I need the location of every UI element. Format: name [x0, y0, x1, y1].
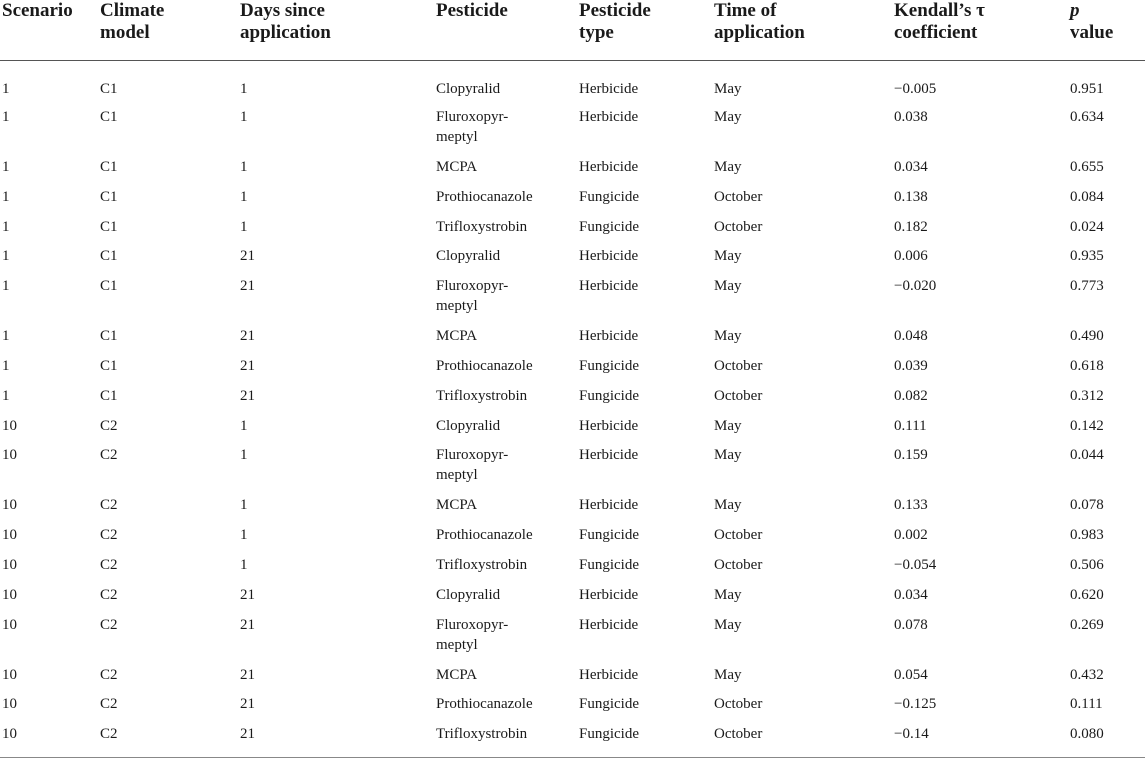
column-header-time-of-application: [712, 0, 892, 60]
column-header-line: Scenario: [2, 0, 73, 21]
days-cell: 21: [240, 616, 255, 633]
time-cell: May: [714, 417, 742, 434]
pesticide-type-cell: Herbicide: [579, 109, 639, 125]
table-row: [0, 386, 1145, 416]
p-value-cell: 0.490: [1070, 328, 1104, 345]
p-value-cell: 0.312: [1070, 387, 1104, 404]
p-value-cell: 0.634: [1070, 109, 1104, 125]
pesticide-cell: Trifloxystrobin: [436, 387, 528, 404]
table-row: [0, 60, 1145, 107]
days-cell: 21: [240, 278, 255, 295]
p-value-cell: 0.024: [1070, 218, 1104, 235]
pesticide-type-cell: Herbicide: [579, 616, 639, 633]
pesticide-type-cell: Fungicide: [579, 527, 639, 544]
time-cell: October: [714, 387, 763, 404]
days-cell: 21: [240, 726, 255, 743]
p-value-cell: 0.620: [1070, 586, 1104, 603]
table-row: [0, 107, 1145, 157]
time-cell: May: [714, 328, 742, 345]
time-cell: October: [714, 357, 763, 374]
climate-model-cell: C1: [100, 80, 118, 97]
column-header-line: application: [240, 22, 331, 43]
scenario-cell: 10: [2, 666, 17, 683]
tau-cell: 0.082: [894, 387, 928, 404]
table-row: [0, 326, 1145, 356]
pesticide-cell: Prothiocanazole: [436, 188, 533, 205]
climate-model-cell: C1: [100, 159, 118, 175]
pesticide-type-cell: Herbicide: [579, 417, 639, 434]
days-cell: 21: [240, 666, 255, 683]
table-row: [0, 217, 1145, 247]
pesticide-type-cell: Herbicide: [579, 159, 639, 175]
pesticide-cell: Clopyralid: [436, 248, 501, 265]
pesticide-type-cell: Herbicide: [579, 278, 639, 295]
scenario-cell: 10: [2, 586, 17, 603]
pesticide-type-cell: Herbicide: [579, 447, 639, 464]
tau-cell: −0.125: [894, 696, 937, 713]
bottom-rule: [0, 757, 1145, 758]
time-cell: October: [714, 556, 763, 573]
pesticide-cell: MCPA: [436, 666, 478, 683]
scenario-cell: 10: [2, 527, 17, 544]
days-cell: 1: [240, 527, 248, 544]
tau-cell: 0.133: [894, 497, 928, 514]
pesticide-type-cell: Herbicide: [579, 666, 639, 683]
pesticide-cell: Prothiocanazole: [436, 357, 533, 374]
time-cell: May: [714, 666, 742, 683]
p-value-cell: 0.618: [1070, 357, 1104, 374]
time-cell: May: [714, 278, 742, 295]
column-header-line: value: [1070, 22, 1114, 43]
column-header-pesticide-type: [577, 0, 712, 60]
p-value-cell: 0.506: [1070, 556, 1104, 573]
climate-model-cell: C2: [100, 726, 118, 743]
scenario-cell: 10: [2, 417, 17, 434]
days-cell: 21: [240, 328, 255, 345]
days-cell: 21: [240, 586, 255, 603]
pesticide-cell: Trifloxystrobin: [436, 726, 528, 743]
pesticide-type-cell: Herbicide: [579, 497, 639, 514]
table-row: [0, 276, 1145, 326]
table-row: [0, 615, 1145, 665]
pesticide-cell: Clopyralid: [436, 586, 501, 603]
column-header-p-value: [1068, 0, 1145, 60]
climate-model-cell: C1: [100, 188, 118, 205]
climate-model-cell: C1: [100, 278, 118, 295]
header-row: [0, 0, 1145, 60]
climate-model-cell: C1: [100, 218, 118, 235]
column-header-line: Pesticide: [579, 0, 651, 21]
p-value-cell: 0.773: [1070, 278, 1104, 295]
table-row: [0, 495, 1145, 525]
days-cell: 21: [240, 248, 255, 265]
time-cell: May: [714, 109, 742, 125]
time-cell: May: [714, 159, 742, 175]
p-value-cell: 0.655: [1070, 159, 1104, 175]
days-cell: 1: [240, 447, 248, 464]
time-cell: October: [714, 188, 763, 205]
time-cell: October: [714, 218, 763, 235]
climate-model-cell: C2: [100, 586, 118, 603]
time-cell: October: [714, 527, 763, 544]
time-cell: May: [714, 497, 742, 514]
days-cell: 21: [240, 696, 255, 713]
days-cell: 21: [240, 387, 255, 404]
table-row: [0, 585, 1145, 615]
tau-cell: 0.006: [894, 248, 928, 265]
tau-cell: 0.034: [894, 586, 928, 603]
pesticide-cell: MCPA: [436, 497, 478, 514]
table-row: [0, 665, 1145, 695]
days-cell: 1: [240, 218, 248, 235]
pesticide-type-cell: Fungicide: [579, 726, 639, 743]
climate-model-cell: C1: [100, 248, 118, 265]
pesticide-type-cell: Fungicide: [579, 188, 639, 205]
days-cell: 1: [240, 556, 248, 573]
pesticide-cell: Trifloxystrobin: [436, 556, 528, 573]
climate-model-cell: C2: [100, 556, 118, 573]
pesticide-cell: Fluroxopyr- meptyl: [436, 616, 509, 653]
scenario-cell: 10: [2, 497, 17, 514]
days-cell: 1: [240, 497, 248, 514]
table-row: [0, 356, 1145, 386]
p-value-cell: 0.269: [1070, 616, 1104, 633]
table-row: [0, 187, 1145, 217]
climate-model-cell: C2: [100, 417, 118, 434]
climate-model-cell: C2: [100, 616, 118, 633]
climate-model-cell: C2: [100, 666, 118, 683]
p-value-cell: 0.951: [1070, 80, 1104, 97]
p-value-cell: 0.111: [1070, 696, 1103, 713]
pesticide-type-cell: Fungicide: [579, 218, 639, 235]
column-header-scenario: [0, 0, 98, 60]
column-header-days-since-application: [238, 0, 434, 60]
pesticide-type-cell: Fungicide: [579, 696, 639, 713]
climate-model-cell: C2: [100, 497, 118, 514]
climate-model-cell: C1: [100, 387, 118, 404]
column-header-line: model: [100, 22, 150, 43]
tau-cell: 0.159: [894, 447, 928, 464]
table-row: [0, 246, 1145, 276]
tau-cell: −0.14: [894, 726, 929, 743]
column-header-line: Climate: [100, 0, 165, 21]
scenario-cell: 1: [2, 159, 10, 175]
column-header-line: application: [714, 22, 805, 43]
scenario-cell: 1: [2, 80, 10, 97]
table-row: [0, 555, 1145, 585]
pesticide-type-cell: Herbicide: [579, 328, 639, 345]
time-cell: October: [714, 696, 763, 713]
climate-model-cell: C1: [100, 328, 118, 345]
tau-cell: 0.054: [894, 666, 928, 683]
time-cell: May: [714, 248, 742, 265]
tau-cell: 0.138: [894, 188, 928, 205]
pesticide-cell: Prothiocanazole: [436, 696, 533, 713]
table-row: [0, 694, 1145, 724]
climate-model-cell: C2: [100, 527, 118, 544]
tau-cell: 0.034: [894, 159, 928, 175]
pesticide-cell: Clopyralid: [436, 417, 501, 434]
column-header-pesticide: [434, 0, 577, 60]
time-cell: May: [714, 616, 742, 633]
column-header-line: Pesticide: [436, 0, 508, 21]
climate-model-cell: C2: [100, 447, 118, 464]
column-header-kendalls-tau: [892, 0, 1068, 60]
tau-cell: 0.002: [894, 527, 928, 544]
scenario-cell: 10: [2, 726, 17, 743]
days-cell: 1: [240, 417, 248, 434]
column-header-line: type: [579, 22, 614, 43]
pesticide-cell: MCPA: [436, 159, 478, 175]
scenario-cell: 1: [2, 278, 10, 295]
pesticide-type-cell: Herbicide: [579, 586, 639, 603]
scenario-cell: 1: [2, 357, 10, 374]
climate-model-cell: C1: [100, 109, 118, 125]
tau-cell: −0.005: [894, 80, 937, 97]
scenario-cell: 10: [2, 556, 17, 573]
p-value-cell: 0.078: [1070, 497, 1104, 514]
days-cell: 1: [240, 188, 248, 205]
days-cell: 1: [240, 159, 248, 175]
days-cell: 1: [240, 109, 248, 125]
pesticide-type-cell: Fungicide: [579, 387, 639, 404]
pesticide-cell: Fluroxopyr- meptyl: [436, 278, 509, 315]
table-row: [0, 445, 1145, 495]
time-cell: May: [714, 447, 742, 464]
pesticide-type-cell: Herbicide: [579, 80, 639, 97]
pesticide-type-cell: Herbicide: [579, 248, 639, 265]
p-value-cell: 0.142: [1070, 417, 1104, 434]
tau-cell: 0.038: [894, 109, 928, 125]
table-header: [0, 0, 1145, 60]
time-cell: May: [714, 80, 742, 97]
table-body: [0, 60, 1145, 754]
scenario-cell: 1: [2, 387, 10, 404]
pesticide-cell: Clopyralid: [436, 80, 501, 97]
pesticide-type-cell: Fungicide: [579, 357, 639, 374]
scenario-cell: 1: [2, 109, 10, 125]
pesticide-cell: Fluroxopyr- meptyl: [436, 447, 509, 484]
p-value-cell: 0.432: [1070, 666, 1104, 683]
scenario-cell: 1: [2, 328, 10, 345]
tau-cell: 0.182: [894, 218, 928, 235]
scenario-cell: 1: [2, 188, 10, 205]
pesticide-cell: Fluroxopyr- meptyl: [436, 109, 509, 145]
tau-cell: 0.039: [894, 357, 928, 374]
pesticide-cell: Trifloxystrobin: [436, 218, 528, 235]
climate-model-cell: C2: [100, 696, 118, 713]
tau-cell: −0.020: [894, 278, 937, 295]
p-value-cell: 0.080: [1070, 726, 1104, 743]
table-row: [0, 416, 1145, 446]
days-cell: 21: [240, 357, 255, 374]
days-cell: 1: [240, 80, 248, 97]
scenario-cell: 10: [2, 696, 17, 713]
column-header-line: coefficient: [894, 22, 978, 43]
column-header-line: Days since: [240, 0, 325, 21]
p-value-cell: 0.044: [1070, 447, 1104, 464]
time-cell: May: [714, 586, 742, 603]
pesticide-cell: Prothiocanazole: [436, 527, 533, 544]
tau-cell: 0.111: [894, 417, 927, 434]
scenario-cell: 10: [2, 616, 17, 633]
column-header-line: Time of: [714, 0, 777, 21]
tau-cell: 0.078: [894, 616, 928, 633]
p-value-cell: 0.084: [1070, 188, 1104, 205]
table-row: [0, 525, 1145, 555]
pesticide-cell: MCPA: [436, 328, 478, 345]
p-value-cell: 0.935: [1070, 248, 1104, 265]
climate-model-cell: C1: [100, 357, 118, 374]
tau-cell: −0.054: [894, 556, 937, 573]
p-value-cell: 0.983: [1070, 527, 1104, 544]
column-header-climate-model: [98, 0, 238, 60]
column-header-line: p: [1070, 0, 1080, 21]
scenario-cell: 1: [2, 248, 10, 265]
table-row: [0, 724, 1145, 754]
pesticide-type-cell: Fungicide: [579, 556, 639, 573]
time-cell: October: [714, 726, 763, 743]
column-header-line: Kendall’s τ: [894, 0, 985, 21]
table-row: [0, 157, 1145, 187]
scenario-cell: 1: [2, 218, 10, 235]
tau-cell: 0.048: [894, 328, 928, 345]
scenario-cell: 10: [2, 447, 17, 464]
